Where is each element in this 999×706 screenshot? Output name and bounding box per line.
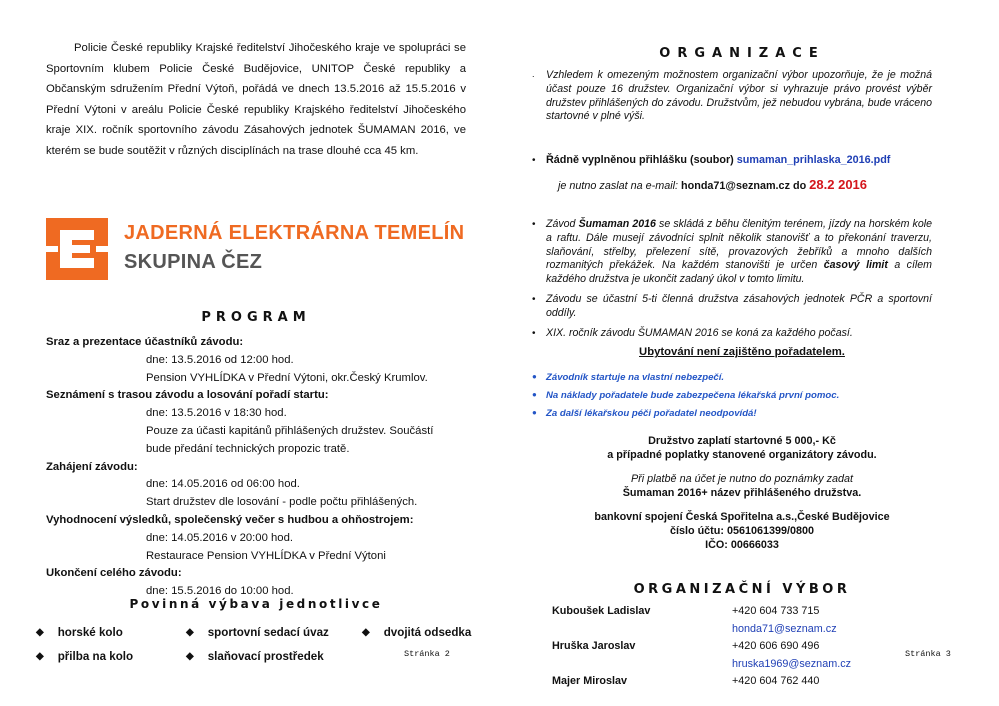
warning-item: ● Za další lékařskou péči pořadatel neodpovídá! — [532, 408, 757, 420]
logo-line-1: JADERNÁ ELEKTRÁRNA TEMELÍN — [124, 222, 465, 244]
program-heading: PROGRAM — [201, 310, 311, 325]
bank-info: bankovní spojení Česká Spořitelna a.s.,České Budějovice číslo účtu: 0561061399/0800 IČO: 00666033 — [594, 511, 890, 552]
bullet-icon: . — [532, 69, 535, 79]
program-item-line: bude předání technických propozic tratě. — [146, 442, 350, 455]
bullet-icon: • — [532, 218, 536, 230]
equipment-item: ◆ přilba na kolo — [36, 649, 134, 663]
program-item-line: Restaurace Pension VYHLÍDKA v Přední Výtoni — [146, 549, 386, 562]
bullet-icon: ● — [532, 390, 537, 400]
registration-line: • Řádně vyplněnou přihlášku (soubor) sumaman_prihlaska_2016.pdf — [532, 154, 891, 167]
committee-email-link[interactable]: hruska1969@seznam.cz — [732, 657, 851, 670]
program-item-head: Seznámení s trasou závodu a losování pořadí startu: — [46, 389, 329, 402]
warnings-list — [532, 372, 962, 426]
committee-row — [532, 656, 962, 673]
page-number-left: Stránka 2 — [404, 649, 450, 659]
program-item-head: Zahájení závodu: — [46, 460, 138, 473]
diamond-bullet-icon: ◆ — [186, 626, 194, 638]
diamond-bullet-icon: ◆ — [186, 650, 194, 662]
diamond-bullet-icon: ◆ — [36, 650, 44, 662]
bullet-icon: • — [532, 155, 536, 167]
cez-logo — [46, 218, 466, 280]
registration-block — [532, 154, 962, 192]
committee-list — [532, 603, 962, 690]
bullet-icon: • — [532, 327, 536, 339]
program-item-head: Vyhodnocení výsledků, společenský večer s hudbou a ohňostrojem: — [46, 513, 414, 526]
capacity-note: . Vzhledem k omezeným možnostem organizační výbor upozorňuje, že je možná účast pouze 16 družstev. Organizační výbor si vyhrazuje právo provést výběr družstev přihlášených do závodu. Družstvům, jež nebudou vybrána, bude vráceno startovné v plné výši. — [532, 69, 932, 123]
committee-row: Majer Miroslav +420 604 762 440 — [552, 674, 820, 687]
registration-deadline: 28.2 2016 — [809, 176, 868, 192]
program-item-line: dne: 14.05.2016 od 06:00 hod. — [146, 478, 300, 491]
program-item-line: dne: 15.5.2016 do 10:00 hod. — [146, 585, 294, 598]
warning-item: ● Závodník startuje na vlastní nebezpečí. — [532, 372, 725, 384]
cez-logo-icon — [46, 218, 108, 280]
race-point: • Závod Šumaman 2016 se skládá z běhu členitým terénem, jízdy na horském kole a raftu. Dále musejí závodníci splnit několik stanovišť a to překonání traverzu, slaňování, střelby, přelezení sítě, provazových žebříků a mnoho dalších rozmanitých překážek. Na každém stanovišti je určen časový limit a cílem každého družstva je ukončit zadaný úkol v tomto limitu. — [532, 217, 932, 286]
program-item-line: dne: 13.5.2016 v 18:30 hod. — [146, 407, 287, 420]
equipment-item: ◆ horské kolo — [36, 625, 123, 639]
equipment-item: ◆ sportovní sedací úvaz — [186, 625, 329, 639]
race-point: • Závodu se účastní 5-ti členná družstva zásahových jednotek PČR a sportovní oddíly. — [532, 292, 932, 319]
committee-row: Kuboušek Ladislav +420 604 733 715 — [552, 605, 820, 618]
accommodation-note: Ubytování není zajištěno pořadatelem. — [639, 346, 845, 359]
program-item-line: Start družstev dle losování - podle počtu přihlášených. — [146, 496, 418, 509]
warning-item: ● Na náklady pořadatele bude zabezpečena lékařská první pomoc. — [532, 390, 840, 402]
registration-email-line: je nutno zaslat na e-mail: honda71@seznam.cz do 28.2 2016 — [558, 176, 868, 192]
equipment-item: ◆ dvojitá odsedka — [362, 625, 472, 639]
equipment-heading: Povinná výbava jednotlivce — [129, 597, 383, 611]
organizace-heading: ORGANIZACE — [659, 46, 825, 61]
committee-row: Hruška Jaroslav +420 606 690 496 — [552, 640, 820, 653]
bullet-icon: • — [532, 293, 536, 305]
payment-note: Při platbě na účet je nutno do poznámky zadat Šumaman 2016+ název přihlášeného družstva. — [622, 473, 862, 500]
race-points — [532, 218, 962, 340]
program-item-head: Sraz a prezentace účastníků závodu: — [46, 336, 244, 348]
diamond-bullet-icon: ◆ — [36, 626, 44, 638]
program-item-head: Ukončení celého závodu: — [46, 567, 182, 580]
diamond-bullet-icon: ◆ — [362, 626, 370, 638]
race-point: • XIX. ročník závodu ŠUMAMAN 2016 se koná za každého počasí. — [532, 326, 853, 339]
right-page — [532, 46, 962, 690]
committee-heading: ORGANIZAČNÍ VÝBOR — [633, 582, 851, 598]
page-number-right: Stránka 3 — [905, 649, 951, 659]
program-item-line: dne: 13.5.2016 od 12:00 hod. — [146, 353, 294, 366]
program-item-line: dne: 14.05.2016 v 20:00 hod. — [146, 531, 293, 544]
program-list — [46, 334, 476, 601]
left-page — [46, 38, 466, 162]
registration-email[interactable]: honda71@seznam.cz — [681, 179, 790, 192]
equipment-list — [36, 620, 476, 668]
equipment-item: ◆ slaňovací prostředek — [186, 649, 324, 663]
program-item-line: Pension VYHLÍDKA v Přední Výtoni, okr.Český Krumlov. — [146, 371, 428, 384]
bullet-icon: ● — [532, 408, 537, 418]
bullet-icon: ● — [532, 372, 537, 382]
program-item-line: Pouze za účasti kapitánů přihlášených družstev. Součástí — [146, 424, 434, 437]
logo-line-2: SKUPINA ČEZ — [124, 251, 263, 273]
equipment-row — [36, 620, 476, 644]
committee-email-link[interactable]: honda71@seznam.cz — [732, 622, 837, 635]
intro-paragraph: Policie České republiky Krajské ředitelství Jihočeského kraje ve spolupráci se Sportovním klubem Policie České Budějovice, UNITOP České republiky a Občanským sdružením Přední Výtoň, pořádá ve dnech 13.5.2016 až 15.5.2016 v Přední Výtoni v areálu Policie České republiky Krajského ředitelství Jihočeského kraje XIX. ročník sportovního závodu Zásahových jednotek ŠUMAMAN 2016, ve kterém se bude soutěžit v různých disciplínách na trase dlouhé cca 45 km. — [46, 42, 466, 157]
committee-row — [532, 621, 962, 638]
fee-block: Družstvo zaplatí startovné 5 000,- Kč a případné poplatky stanovené organizátory závodu. — [607, 435, 877, 462]
registration-file-link[interactable]: sumaman_prihlaska_2016.pdf — [736, 154, 891, 167]
committee-section — [532, 582, 962, 690]
